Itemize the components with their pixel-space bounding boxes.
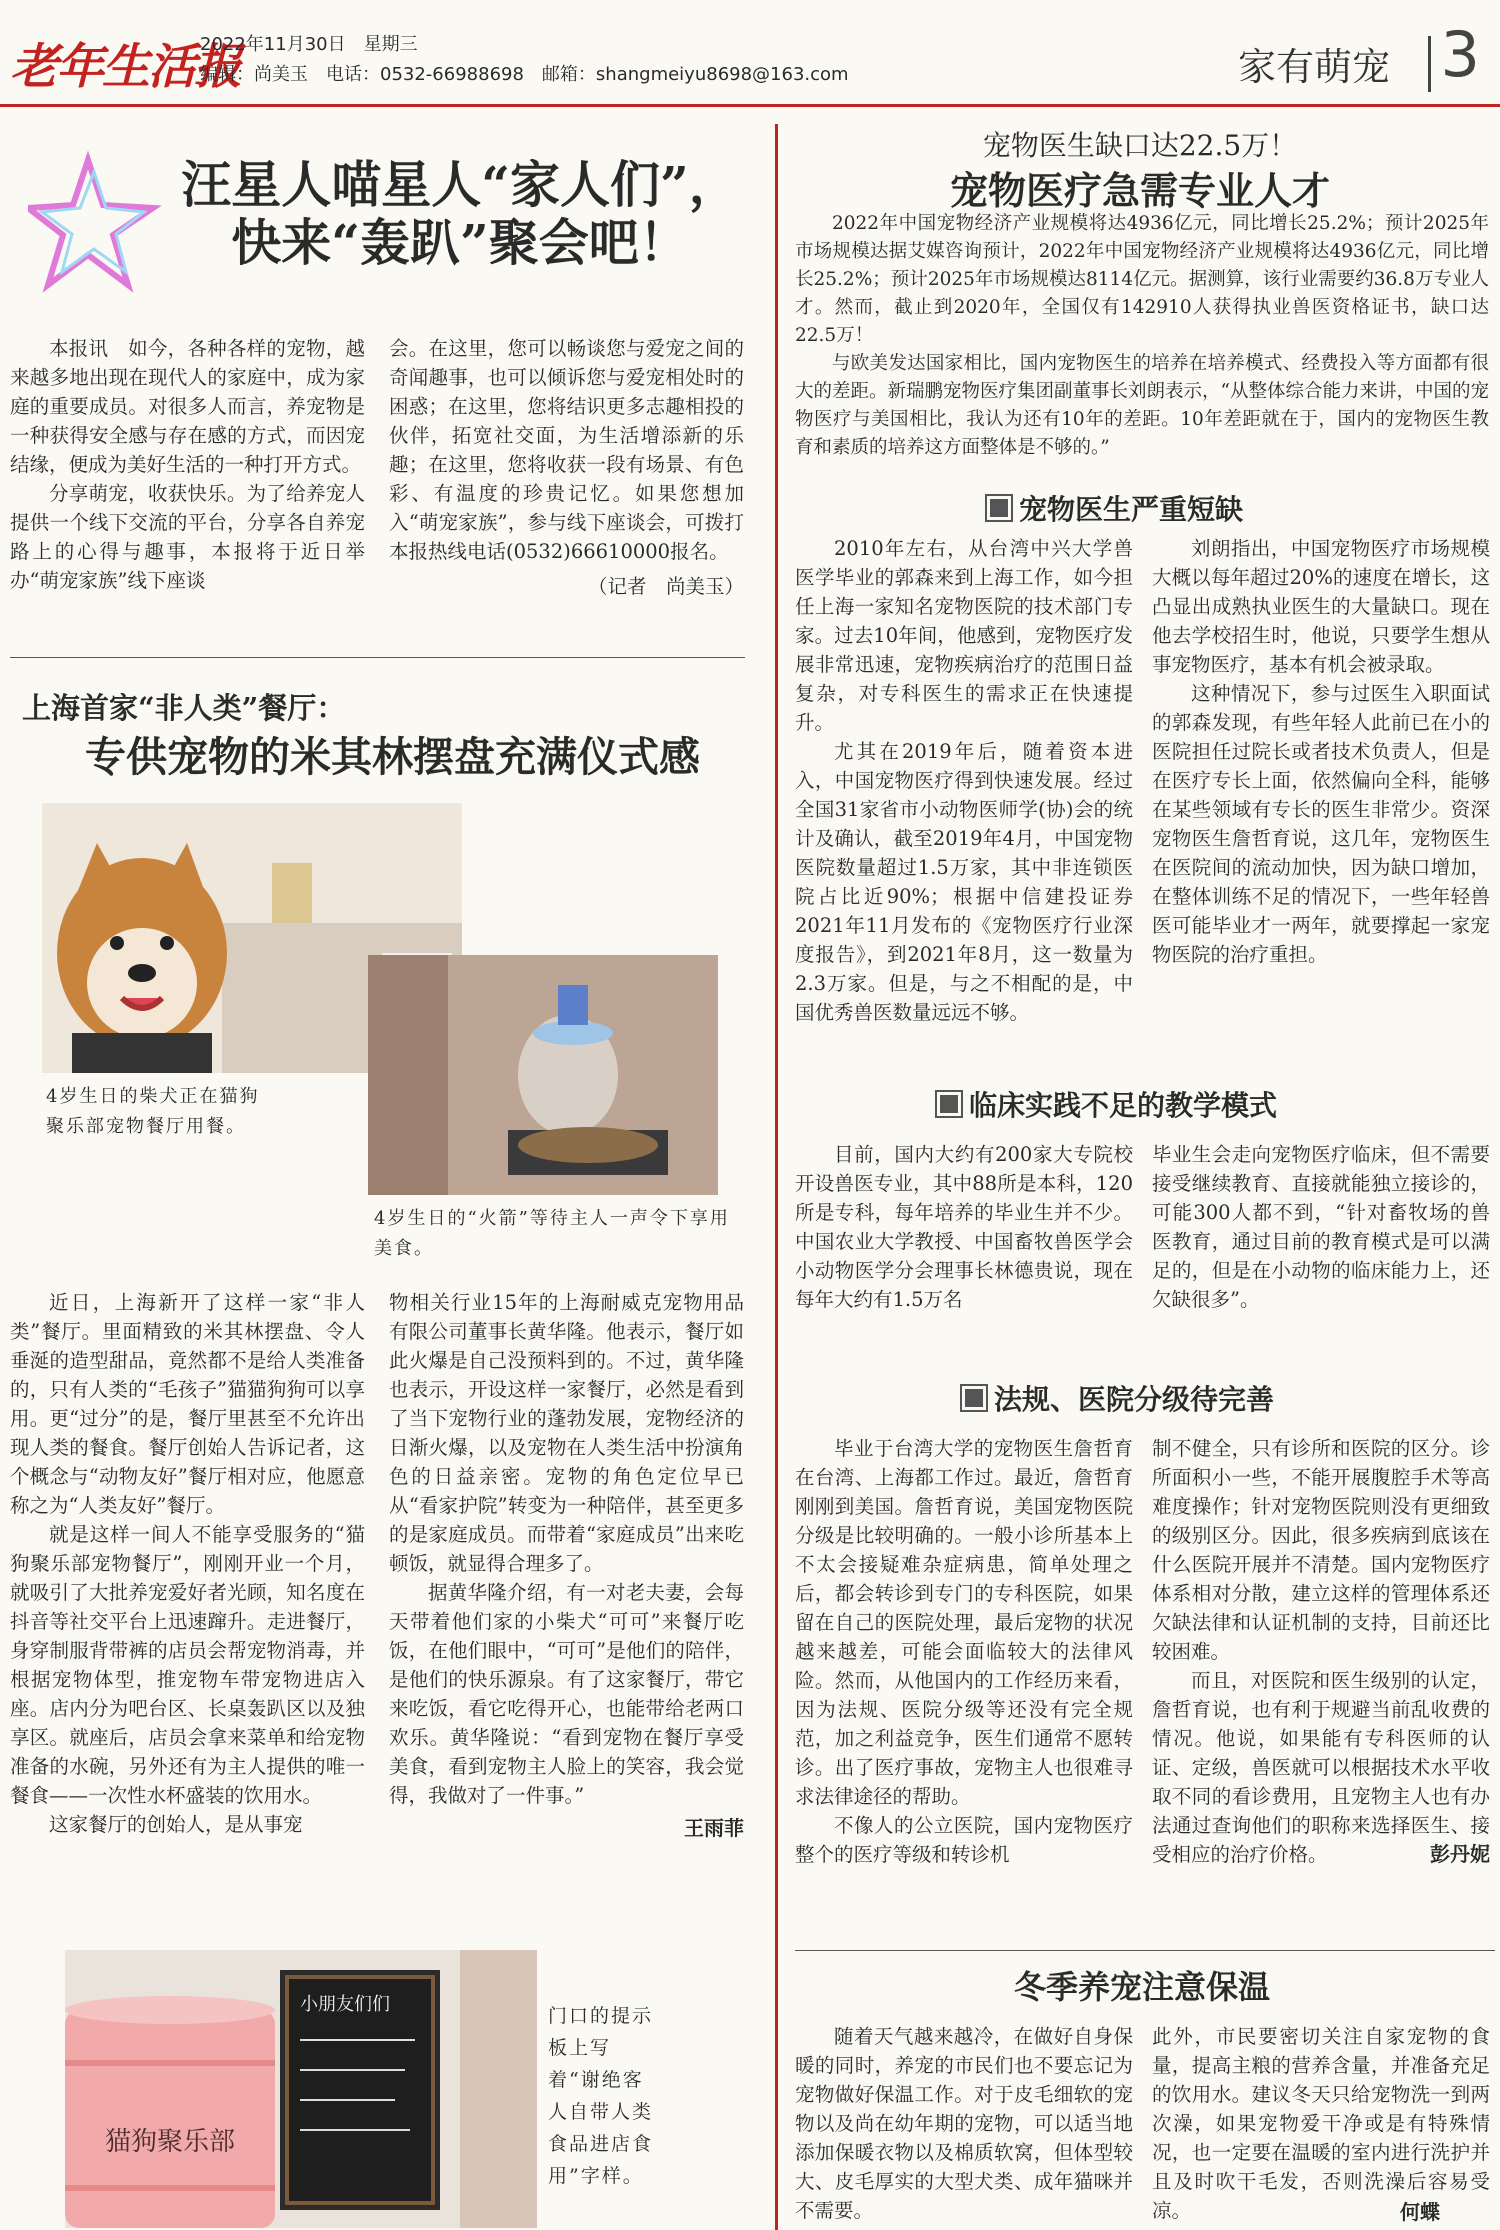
article4-byline: 何蝶	[1400, 2200, 1440, 2224]
section-rule	[795, 1950, 1495, 1951]
article3-sec1-col1	[795, 534, 1133, 1027]
photo3-caption: 门口的提示板上写着“谢绝客人自带人类食品进店食用”字样。	[548, 2005, 654, 2187]
subhead-box-icon	[935, 1090, 963, 1118]
article3-para: 而且，对医院和医生级别的认定，詹哲育说，也有利于规避当前乱收费的情况。他说，如果能有专科医师的认证、定级，兽医就可以根据技术水平收取不同的看诊费用，且宠物主人也有办法通过查询他们的职称来选择医生、接受相应的治疗价格。	[1152, 1669, 1490, 1866]
article1-title-line2: 快来“轰趴”聚会吧！	[231, 213, 689, 272]
section-rule	[10, 657, 745, 658]
sign-text: 小朋友们们	[300, 1994, 390, 2015]
editor-info: 编辑：尚美玉 电话：0532-66988698 邮箱：shangmeiyu8698@163.com	[200, 64, 849, 85]
article2-kicker: 上海首家“非人类”餐厅：	[22, 691, 346, 725]
article3-lead	[795, 210, 1489, 462]
article1-title	[150, 156, 770, 272]
subhead-text: 宠物医生严重短缺	[1019, 493, 1244, 526]
article3-para: 刘朗指出，中国宠物医疗市场规模大概以每年超过20%的速度在增长，这凸显出成熟执业医生的大量缺口。现在他去学校招生时，他说，只要学生想从事宠物医疗，基本有机会被录取。	[1152, 537, 1490, 676]
subhead-text: 法规、医院分级待完善	[994, 1383, 1275, 1416]
article4-col2	[1152, 2022, 1490, 2225]
section-title: 家有萌宠	[1237, 45, 1390, 89]
article3-subhead	[985, 488, 1243, 528]
article3-subhead	[935, 1084, 1277, 1124]
article4-title: 冬季养宠注意保温	[1013, 1968, 1270, 2006]
article4-col1	[795, 2022, 1133, 2225]
article3-byline: 彭丹妮	[1430, 1842, 1490, 1866]
star-decoration-icon	[28, 150, 168, 300]
masthead-divider	[1428, 36, 1431, 92]
article4-para: 此外，市民要密切关注自家宠物的食量，提高主粮的营养含量，并准备充足的饮用水。建议冬天只给宠物洗一到两次澡，如果宠物爱干净或是有特殊情况，也一定要在温暖的室内进行洗护并且及时吹干毛发，否则洗澡后容易受凉。	[1152, 2025, 1490, 2222]
article3-sec2-col2	[1152, 1140, 1490, 1314]
article3-para: 与欧美发达国家相比，国内宠物医生的培养在培养模式、经费投入等方面都有很大的差距。新瑞鹏宠物医疗集团副董事长刘朗表示，“从整体综合能力来讲，中国的宠物医疗与美国相比，我认为还有10年的差距。10年差距就在于，国内的宠物医生教育和素质的培养这方面整体是不够的。”	[795, 353, 1489, 458]
article1-col2	[389, 334, 744, 601]
article3-title: 宠物医疗急需专业人才	[949, 168, 1330, 213]
article1-byline: （记者 尚美玉）	[587, 575, 744, 598]
article3-sec2-col1	[795, 1140, 1133, 1314]
article3-para: 不像人的公立医院，国内宠物医疗整个的医疗等级和转诊机	[795, 1814, 1133, 1866]
issue-date: 2022年11月30日 星期三	[200, 34, 418, 55]
article3-sec3-col2	[1152, 1434, 1490, 1869]
subhead-box-icon	[960, 1384, 988, 1412]
article2-para: 就是这样一间人不能享受服务的“猫狗聚乐部宠物餐厅”，刚刚开业一个月，就吸引了大批养宠爱好者光顾，知名度在抖音等社交平台上迅速蹿升。走进餐厅，身穿制服背带裤的店员会帮宠物消毒，并根据宠物体型，推宠物车带宠物进店入座。店内分为吧台区、长桌轰趴区以及独享区。就座后，店员会拿来菜单和给宠物准备的水碗，另外还有为主人提供的唯一餐食——一次性水杯盛装的饮用水。	[10, 1523, 365, 1807]
barrel-logo-text: 猫狗聚乐部	[104, 2127, 236, 2157]
article3-para: 2022年中国宠物经济产业规模将达4936亿元，同比增长25.2%；预计2025年市场规模达据艾媒咨询预计，2022年中国宠物经济产业规模将达4936亿元，同比增长25.2%；预计2025年市场规模达8114亿元。据测算，该行业需要约36.8万专业人才。然而，截止到2020年，全国仅有142910人获得执业兽医资格证书，缺口达22.5万！	[795, 213, 1489, 346]
article2-title: 专供宠物的米其林摆盘充满仪式感	[85, 733, 700, 781]
article3-subhead	[960, 1378, 1274, 1418]
article1-para: 本报讯 如今，各种各样的宠物，越来越多地出现在现代人的家庭中，成为家庭的重要成员。对很多人而言，养宠物是一种获得安全感与存在感的方式，而因宠结缘，便成为美好生活的一种打开方式。	[10, 337, 365, 476]
article2-byline: 王雨菲	[684, 1816, 744, 1840]
article2-para: 近日，上海新开了这样一家“非人类”餐厅。里面精致的米其林摆盘、令人垂涎的造型甜品，竟然都不是给人类准备的，只有人类的“毛孩子”猫猫狗狗可以享用。更“过分”的是，餐厅里甚至不允许出现人类的餐食。餐厅创始人告诉记者，这个概念与“动物友好”餐厅相对应，他愿意称之为“人类友好”餐厅。	[10, 1291, 365, 1517]
newspaper-logo: 老年生活报	[10, 39, 241, 95]
subhead-text: 临床实践不足的教学模式	[969, 1089, 1278, 1122]
article3-sec3-col1	[795, 1434, 1133, 1869]
photo2-caption: 4岁生日的“火箭”等待主人一声令下享用美食。	[374, 1208, 730, 1259]
article2-para: 物相关行业15年的上海耐威克宠物用品有限公司董事长黄华隆。他表示，餐厅如此火爆是自己没预料到的。不过，黄华隆也表示，开设这样一家餐厅，必然是看到了当下宠物行业的蓬勃发展，宠物经济的日渐火爆，以及宠物在人类生活中扮演角色的日益亲密。宠物的角色定位早已从“看家护院”转变为一种陪伴，甚至更多的是家庭成员。而带着“家庭成员”出来吃顿饭，就显得合理多了。	[389, 1291, 744, 1575]
column-divider	[775, 124, 778, 2230]
article1-para: 会。在这里，您可以畅谈您与爱宠之间的奇闻趣事，也可以倾诉您与爱宠相处时的困惑；在这里，您将结识更多志趣相投的伙伴，拓宽社交面，为生活增添新的乐趣；在这里，您将收获一段有场景、有色彩、有温度的珍贵记忆。如果您想加入“萌宠家族”，参与线下座谈会，可拨打本报热线电话(0532)66610000报名。	[389, 337, 744, 563]
article1-col1	[10, 334, 365, 595]
article3-para: 毕业于台湾大学的宠物医生詹哲育在台湾、上海都工作过。最近，詹哲育刚刚到美国。詹哲育说，美国宠物医院分级是比较明确的。一般小诊所基本上不太会接疑难杂症病患，简单处理之后，都会转诊到专门的专科医院，如果留在自己的医院处理，最后宠物的状况越来越差，可能会面临较大的法律风险。然而，从他国内的工作经历来看，因为法规、医院分级等还没有完全规范，加之利益竞争，医生们通常不愿转诊。出了医疗事故，宠物主人也很难寻求法律途径的帮助。	[795, 1437, 1133, 1808]
article3-para: 目前，国内大约有200家大专院校开设兽医专业，其中88所是本科，120所是专科，每年培养的毕业生并不少。中国农业大学教授、中国畜牧兽医学会小动物医学分会理事长林德贵说，现在每年大约有1.5万名	[795, 1143, 1133, 1311]
article1-para: 分享萌宠，收获快乐。为了给养宠人提供一个线下交流的平台，分享各自养宠路上的心得与趣事，本报将于近日举办“萌宠家族”线下座谈	[10, 482, 365, 592]
article3-para: 毕业生会走向宠物医疗临床，但不需要接受继续教育、直接就能独立接诊的，可能300人都不到，“针对畜牧场的兽医教育，通过目前的教育模式是可以满足的，但是在小动物的临床能力上，还欠缺很多”。	[1152, 1143, 1490, 1311]
article2-col2	[389, 1288, 744, 1843]
article2-para: 这家餐厅的创始人，是从事宠	[49, 1813, 303, 1836]
photo1-caption: 4岁生日的柴犬正在猫狗聚乐部宠物餐厅用餐。	[46, 1086, 260, 1137]
article2-col1	[10, 1288, 365, 1839]
article3-para: 这种情况下，参与过医生入职面试的郭森发现，有些年轻人此前已在小的医院担任过院长或者技术负责人，但是在医疗专长上面，依然偏向全科，能够在某些领域有专长的医生非常少。资深宠物医生詹哲育说，这几年，宠物医生在医院间的流动加快，因为缺口增加，在整体训练不足的情况下，一些年轻兽医可能毕业才一两年，就要撑起一家宠物医院的治疗重担。	[1152, 682, 1490, 966]
article3-sec1-col2	[1152, 534, 1490, 969]
article3-para: 尤其在2019年后，随着资本进入，中国宠物医疗得到快速发展。经过全国31家省市小动物医师学(协)会的统计及确认，截至2019年4月，中国宠物医院数量超过1.5万家，其中非连锁医院占比近90%；根据中信建投证券2021年11月发布的《宠物医疗行业深度报告》，到2021年8月，这一数量为2.3万家。但是，与之不相配的是，中国优秀兽医数量远远不够。	[795, 740, 1133, 1024]
article1-title-line1: 汪星人喵星人“家人们”，	[181, 155, 739, 214]
article4-para: 随着天气越来越冷，在做好自身保暖的同时，养宠的市民们也不要忘记为宠物做好保温工作。对于皮毛细软的宠物以及尚在幼年期的宠物，可以适当地添加保暖衣物以及棉质软窝，但体型较大、皮毛厚实的大型犬类、成年猫咪并不需要。	[795, 2025, 1133, 2222]
article3-para: 制不健全，只有诊所和医院的区分。诊所面积小一些，不能开展腹腔手术等高难度操作；针对宠物医院则没有更细致的级别区分。因此，很多疾病到底该在什么医院开展并不清楚。国内宠物医疗体系相对分散，建立这样的管理体系还欠缺法律和认证机制的支持，目前还比较困难。	[1152, 1437, 1490, 1663]
article2-para: 据黄华隆介绍，有一对老夫妻，会每天带着他们家的小柴犬“可可”来餐厅吃饭，在他们眼中，“可可”是他们的陪伴，是他们的快乐源泉。有了这家餐厅，带它来吃饭，看它吃得开心，也能带给老两口欢乐。黄华隆说：“看到宠物在餐厅享受美食，看到宠物主人脸上的笑容，我会觉得，我做对了一件事。”	[389, 1581, 744, 1807]
restaurant-entrance-photo	[65, 1950, 537, 2228]
greyhound-photo	[368, 955, 718, 1195]
masthead-rule	[0, 104, 1500, 107]
subhead-box-icon	[985, 494, 1013, 522]
page-number: 3	[1440, 18, 1480, 91]
article3-kicker: 宠物医生缺口达22.5万！	[982, 129, 1298, 162]
article3-para: 2010年左右，从台湾中兴大学兽医学毕业的郭森来到上海工作，如今担任上海一家知名宠物医院的技术部门专家。过去10年间，他感到，宠物医疗发展非常迅速，宠物疾病治疗的范围日益复杂，对专科医生的需求正在快速提升。	[795, 537, 1133, 734]
